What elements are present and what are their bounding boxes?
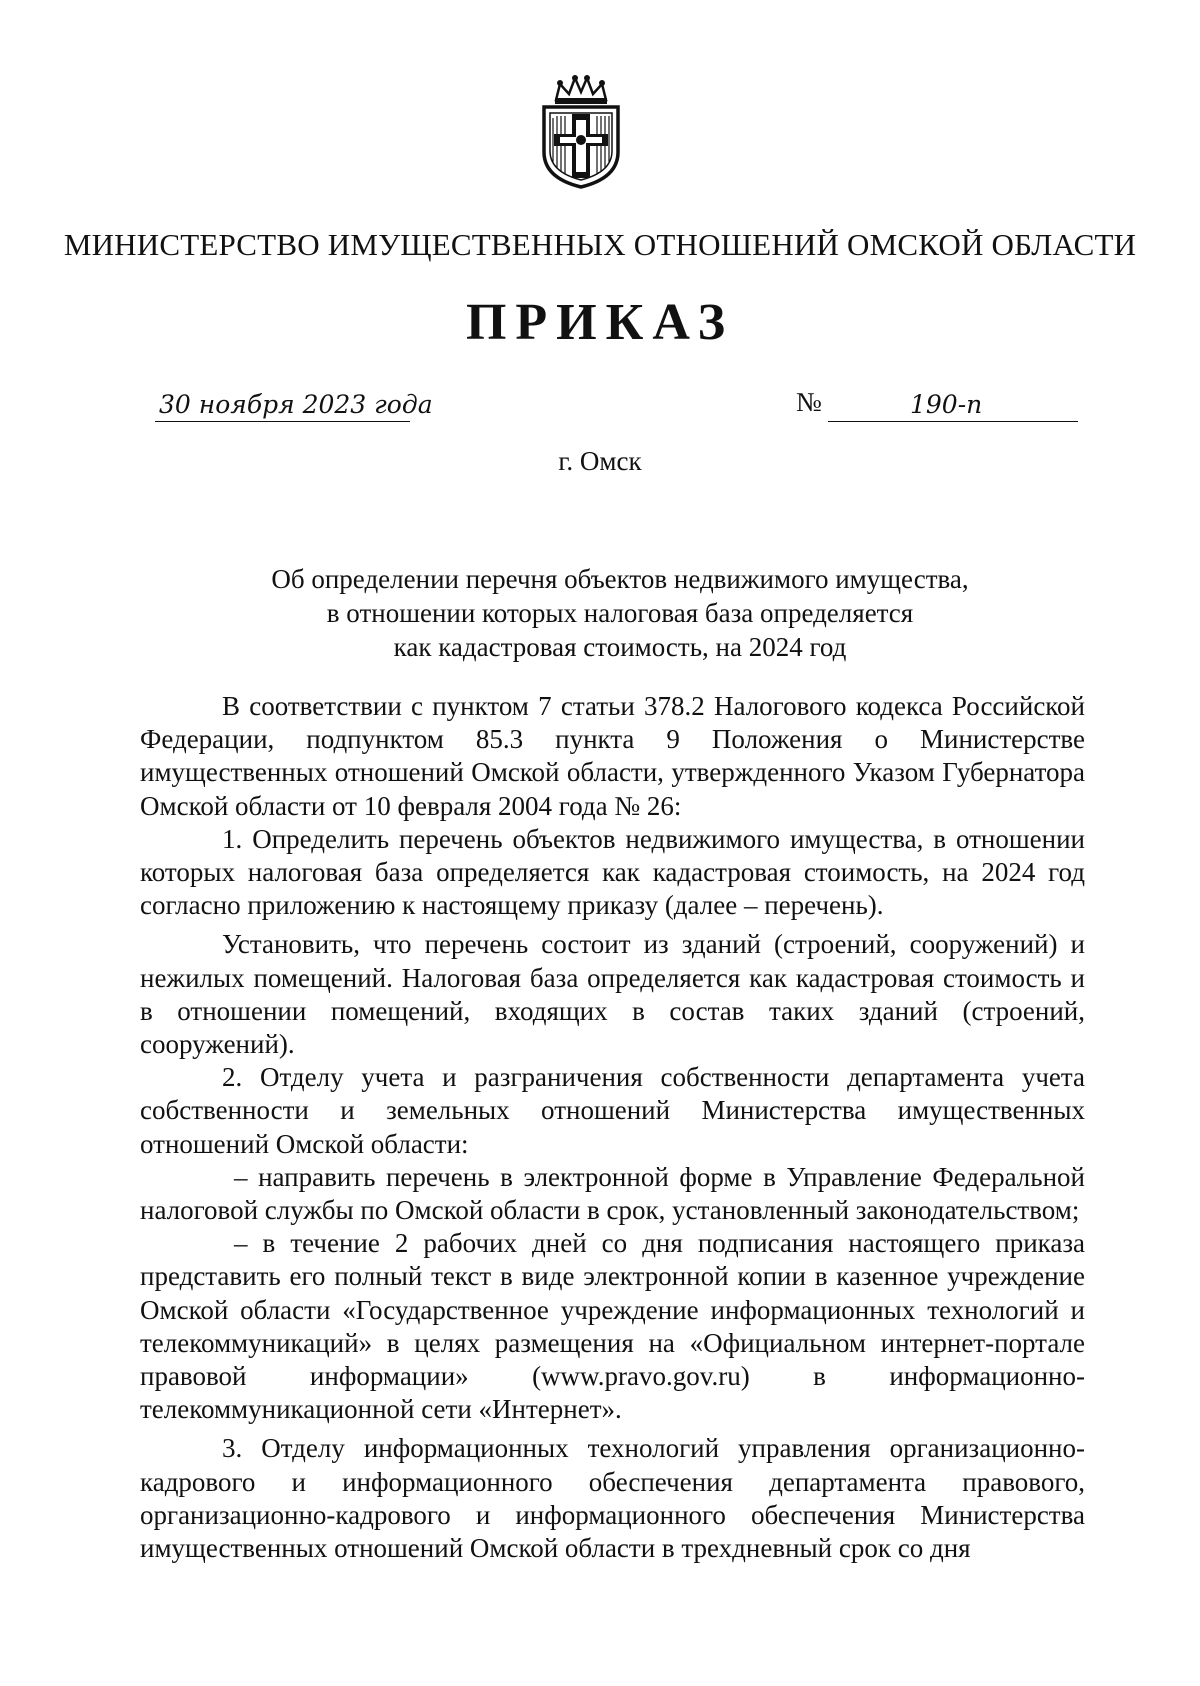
document-title: ПРИКАЗ [465,294,735,351]
preamble-paragraph: В соответствии с пунктом 7 статьи 378.2 Налогового кодекса Российской Федерации, подпунктом 85.3 пункта 9 Положения о Министерстве имущественных отношений Омской области, утвержденного Указом Губернатора Омской области от 10 февраля 2004 года № 26: [140,691,1085,821]
item-1-paragraph: 1. Определить перечень объектов недвижимого имущества, в отношении которых налоговая база определяется как кадастровая стоимость, на 2024 год согласно приложению к настоящему приказу (далее – перечень). [140,823,1085,921]
item-3-paragraph: 3. Отделу информационных технологий управления организационно-кадрового и информационного обеспечения департамента правового, организационно-кадрового и информационного обеспечения Министерства имущественных отношений Омской области в трехдневный срок со дня [140,1433,1085,1564]
item-1-note-paragraph: Установить, что перечень состоит из зданий (строений, сооружений) и нежилых помещений. Налоговая база определяется как кадастровая стоимость и в отношении помещений, входящих в состав таких зданий (строений, сооружений). [140,929,1085,1060]
document-subject [140,562,1100,664]
item-2-dash-2-paragraph: – в течение 2 рабочих дней со дня подписания настоящего приказа представить его полный текст в виде электронной копии в казенное учреждение Омской области «Государственное учреждение информационных технологий и телекоммуникаций» в целях размещения на «Официальном интернет-портале правовой информации» (www.pravo.gov.ru) в информационно-телекоммуникационной сети «Интернет». [140,1228,1085,1425]
date-field [155,385,433,422]
item-2-paragraph: 2. Отделу учета и разграничения собственности департамента учета собственности и земельных отношений Министерства имущественных отношений Омской области: [140,1062,1085,1159]
number-label: № [796,387,822,417]
city-label: г. Омск [558,446,642,476]
number-field [828,385,1078,422]
subject-line-3: как кадастровая стоимость, на 2024 год [393,632,847,662]
item-2-dash-1-paragraph: – направить перечень в электронной форме в Управление Федеральной налоговой службы по Омской области в срок, установленный законодательством; [140,1161,1085,1226]
number-value: 190-п [910,390,983,419]
date-value: 30 ноября 2023 года [159,390,433,419]
subject-line-1: Об определении перечня объектов недвижимого имущества, [271,564,969,594]
document-body [140,690,1085,1565]
subject-line-2: в отношении которых налоговая база определяется [326,598,914,628]
ministry-name: МИНИСТЕРСТВО ИМУЩЕСТВЕННЫХ ОТНОШЕНИЙ ОМСКОЙ ОБЛАСТИ [63,227,1137,262]
omsk-coat-of-arms-icon [536,74,626,190]
